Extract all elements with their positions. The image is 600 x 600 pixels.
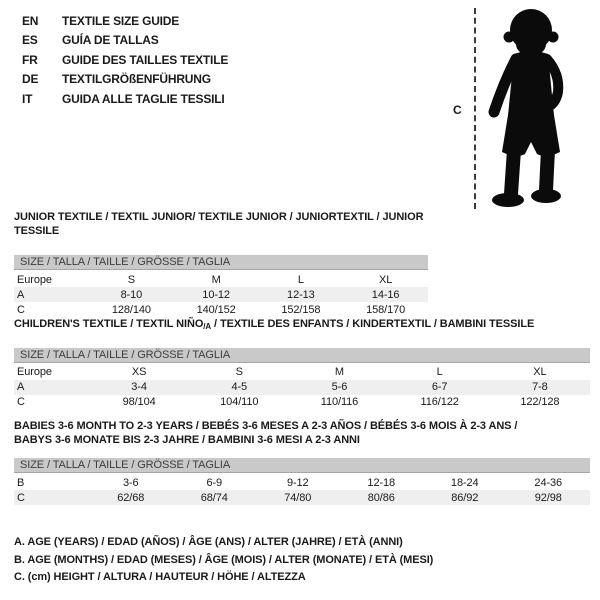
- value-cell: 122/128: [520, 396, 560, 408]
- value-cell: 4-5: [231, 381, 248, 393]
- value-cell: 98/104: [122, 396, 156, 408]
- row-label-cell: Europe: [17, 366, 52, 378]
- title-subscript: /A: [203, 322, 212, 331]
- table-row: [14, 490, 590, 505]
- section-title-line: [14, 420, 590, 434]
- row-label-cell: C: [17, 303, 25, 316]
- value-cell: 86/92: [451, 491, 479, 504]
- height-measure-dashed-line: [474, 8, 476, 209]
- size-table-junior: [14, 272, 428, 317]
- language-code: FR: [22, 52, 38, 67]
- language-row: [22, 70, 228, 89]
- measure-label-c: C: [453, 103, 462, 117]
- value-cell: 62/68: [117, 491, 145, 504]
- title-text: / TEXTILE DES ENFANTS / KINDERTEXTIL / BAMBINI TESSILE: [211, 318, 535, 330]
- title-text: BABYS 3-6 MONATE BIS 2-3 JAHRE / BAMBINI 3-6 MESI A 2-3 ANNI: [14, 433, 360, 446]
- value-cell: L: [297, 273, 304, 286]
- section-title-line: [14, 211, 428, 238]
- section-title: [14, 211, 428, 238]
- value-cell: 3-6: [122, 476, 139, 489]
- value-cell: 110/116: [320, 396, 359, 408]
- section-title-line: [14, 434, 590, 448]
- value-cell: 68/74: [200, 491, 228, 504]
- language-title: TEXTILE SIZE GUIDE: [62, 14, 180, 28]
- section-title-line: [14, 318, 590, 334]
- value-cell: 14-16: [371, 288, 400, 301]
- section-title: [14, 318, 590, 334]
- babies-textile-section: [14, 420, 590, 505]
- language-code: DE: [22, 72, 39, 87]
- row-label-cell: A: [17, 288, 25, 301]
- value-cell: 12-18: [367, 476, 396, 489]
- language-title: GUIDA ALLE TAGLIE TESSILI: [62, 91, 225, 106]
- value-cell: 6-9: [206, 476, 223, 489]
- value-cell: 140/152: [196, 303, 236, 316]
- value-cell: L: [436, 366, 443, 378]
- note-line: B. AGE (MONTHS) / EDAD (MESES) / ÂGE (MOIS) / ALTER (MONATE) / ETÀ (MESI): [14, 553, 434, 566]
- value-cell: M: [211, 273, 221, 286]
- table-row: [14, 365, 590, 380]
- language-title: TEXTILGRÖßENFÜHRUNG: [62, 72, 211, 87]
- language-row: [22, 90, 228, 109]
- language-code: EN: [22, 14, 39, 28]
- value-cell: 24-36: [534, 476, 563, 489]
- value-cell: XL: [378, 273, 393, 286]
- value-cell: 116/122: [420, 396, 459, 408]
- value-cell: 10-12: [202, 288, 230, 301]
- row-label-cell: A: [17, 381, 25, 393]
- value-cell: 92/98: [534, 491, 562, 504]
- value-cell: XL: [533, 366, 547, 378]
- value-cell: S: [127, 273, 135, 286]
- size-header-bar: SIZE / TALLA / TAILLE / GRÖSSE / TAGLIA: [14, 458, 590, 473]
- title-text: JUNIOR TEXTILE / TEXTIL JUNIOR/ TEXTILE JUNIOR / JUNIORTEXTIL / JUNIOR TESSILE: [14, 211, 424, 237]
- table-row: [14, 380, 590, 395]
- value-cell: 8-10: [120, 288, 143, 301]
- legend-notes: [14, 534, 433, 587]
- size-table-children: [14, 365, 590, 410]
- size-header-bar: SIZE / TALLA / TAILLE / GRÖSSE / TAGLIA: [14, 255, 428, 270]
- value-cell: 9-12: [286, 476, 309, 489]
- title-text: CHILDREN'S TEXTILE / TEXTIL NIÑO: [14, 318, 204, 330]
- value-cell: M: [334, 366, 344, 378]
- junior-textile-section: [14, 211, 428, 317]
- value-cell: S: [235, 366, 243, 378]
- value-cell: 5-6: [331, 381, 348, 393]
- row-label-cell: C: [17, 491, 25, 504]
- language-list: [22, 12, 228, 109]
- table-row: [14, 272, 428, 287]
- language-title: GUIDE DES TAILLES TEXTILE: [62, 52, 229, 67]
- language-row: [22, 51, 228, 70]
- row-label-cell: Europe: [17, 273, 52, 286]
- value-cell: XS: [131, 366, 147, 378]
- size-table-babies: [14, 475, 590, 505]
- language-code: IT: [22, 91, 33, 106]
- title-text: BABIES 3-6 MONTH TO 2-3 YEARS / BEBÉS 3-6 MESES A 2-3 AÑOS / BÉBÉS 3-6 MOIS À 2-3 ANS /: [14, 420, 518, 432]
- value-cell: 74/80: [284, 491, 312, 504]
- table-row: [14, 287, 428, 302]
- value-cell: 6-7: [431, 381, 448, 393]
- size-header-bar: SIZE / TALLA / TAILLE / GRÖSSE / TAGLIA: [14, 348, 590, 363]
- note-line: A. AGE (YEARS) / EDAD (AÑOS) / ÂGE (ANS) / ALTER (JAHRE) / ETÀ (ANNI): [14, 536, 403, 548]
- value-cell: 128/140: [111, 303, 151, 316]
- table-row: [14, 395, 590, 410]
- value-cell: 12-13: [287, 288, 315, 301]
- language-row: [22, 12, 228, 31]
- language-row: [22, 31, 228, 50]
- value-cell: 158/170: [366, 303, 406, 316]
- value-cell: 3-4: [131, 381, 147, 393]
- row-label-cell: B: [17, 476, 25, 489]
- row-label-cell: C: [17, 396, 25, 408]
- section-title: [14, 420, 590, 447]
- value-cell: 152/158: [281, 303, 321, 316]
- value-cell: 104/110: [220, 396, 259, 408]
- children-textile-section: [14, 318, 590, 410]
- table-row: [14, 302, 428, 317]
- table-row: [14, 475, 590, 490]
- note-line: C. (cm) HEIGHT / ALTURA / HAUTEUR / HÖHE / ALTEZZA: [14, 571, 306, 583]
- toddler-silhouette-icon: [484, 4, 596, 212]
- language-title: GUÍA DE TALLAS: [62, 33, 159, 48]
- language-code: ES: [22, 33, 38, 48]
- value-cell: 80/86: [367, 491, 395, 504]
- value-cell: 18-24: [450, 476, 479, 489]
- value-cell: 7-8: [532, 381, 548, 393]
